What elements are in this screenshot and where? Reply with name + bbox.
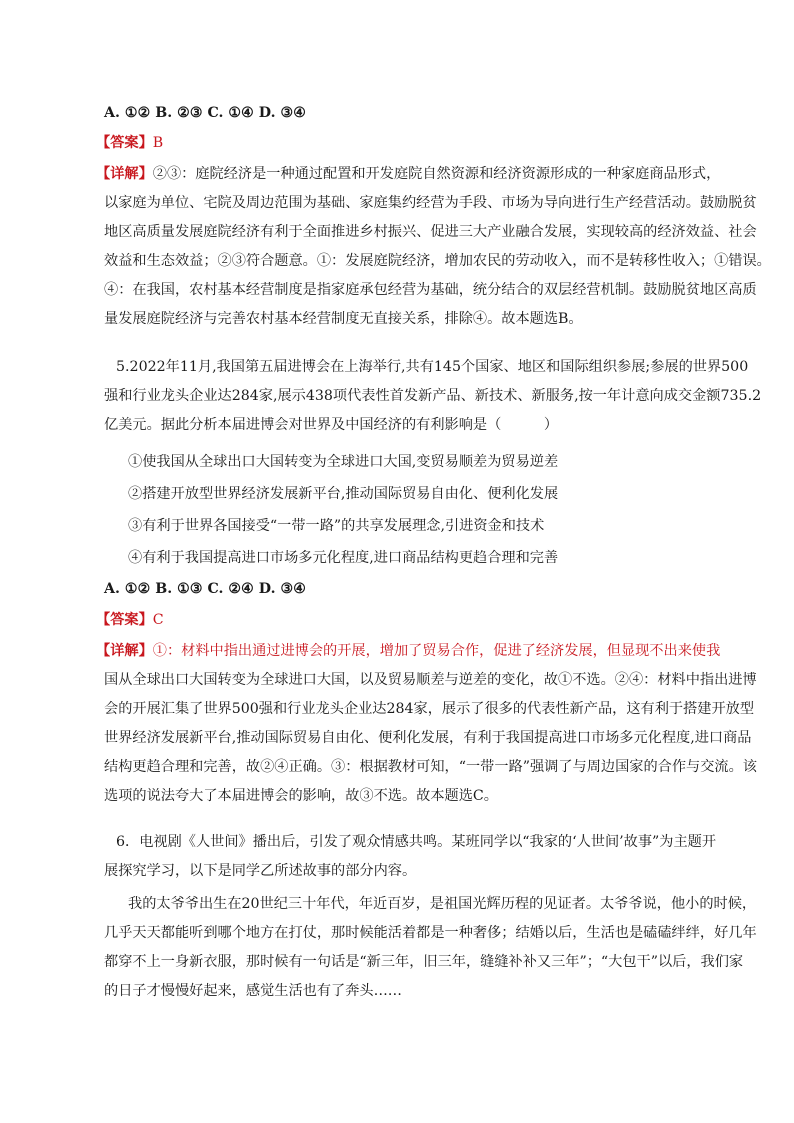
detail-line: 量发展庭院经济与完善农村基本经营制度无直接关系，排除④。故本题选B。	[104, 311, 583, 327]
q5-answer	[96, 606, 736, 635]
detail-line: 选项的说法夸大了本届进博会的影响，故③不选。故本题选C。	[104, 788, 498, 804]
story-line: 我的太爷爷出生在20世纪三十年代，年近百岁，是祖国光辉历程的见证者。太爷爷说，他小的时候，	[128, 896, 757, 912]
detail-line: 世界经济发展新平台,推动国际贸易自由化、便利化发展，有利于我国提高进口市场多元化程度,进口商品	[104, 730, 752, 746]
detail-line: 会的开展汇集了世界500强和行业龙头企业达284家，展示了很多的代表性新产品，这有利于搭建开放型	[104, 701, 755, 717]
detail-tag: 【详解】	[96, 643, 153, 659]
stem-line: 5.2022年11月,我国第五届进博会在上海举行,共有145个国家、地区和国际组织参展;参展的世界500	[116, 359, 749, 375]
detail-line: 结构更趋合理和完善，故②④正确。③：根据教材可知，“一带一路”强调了与周边国家的合作与交流。该	[104, 759, 757, 775]
q5-item: ③有利于世界各国接受“一带一路”的共享发展理念,引进资金和技术	[128, 518, 545, 534]
story-line: 都穿不上一身新衣服，那时候有一句话是“新三年，旧三年，缝缝补补又三年”；“大包干”以后，我们家	[104, 954, 744, 970]
detail-line: 以家庭为单位、宅院及周边范围为基础、家庭集约经营为手段、市场为导向进行生产经营活动。鼓励脱贫	[104, 195, 757, 211]
q4-options	[104, 99, 744, 128]
q6-story	[104, 890, 757, 1006]
stem-line: 强和行业龙头企业达284家,展示438项代表性首发新产品、新技术、新服务,按一年计意向成交金额735.2	[104, 388, 762, 404]
answer-value: C	[152, 612, 164, 628]
stem-line: 6．电视剧《人世间》播出后，引发了观众情感共鸣。某班同学以“我家的‘人世间’故事”为主题开	[116, 834, 717, 850]
q5-options	[104, 575, 744, 604]
detail-line: ②③：庭院经济是一种通过配置和开发庭院自然资源和经济资源形成的一种家庭商品形式，	[152, 166, 721, 182]
detail-line: ④：在我国，农村基本经营制度是指家庭承包经营为基础，统分结合的双层经营机制。鼓励脱贫地区高质	[104, 282, 757, 298]
answer-tag: 【答案】	[96, 135, 153, 151]
answer-value: B	[152, 135, 164, 151]
detail-line: 效益和生态效益；②③符合题意。①：发展庭院经济，增加农民的劳动收入，而不是转移性收入；①错误。	[104, 253, 771, 269]
q5-item: ②搭建开放型世界经济发展新平台,推动国际贸易自由化、便利化发展	[128, 486, 559, 502]
detail-line: ①：材料中指出通过进博会的开展，增加了贸易合作，促进了经济发展，但显现不出来使我	[152, 643, 721, 659]
q4-answer	[96, 129, 736, 158]
story-line: 几乎天天都能听到哪个地方在打仗，那时候能活着都是一种奢侈；结婚以后，生活也是磕磕绊绊，好几年	[104, 925, 757, 941]
q5-items	[128, 446, 768, 574]
detail-tag: 【详解】	[96, 166, 153, 182]
q5-stem	[104, 353, 762, 440]
q4-options-text: A. ①② B. ②③ C. ①④ D. ③④	[104, 105, 306, 121]
detail-line: 地区高质量发展庭院经济有利于全面推进乡村振兴、促进三大产业融合发展，实现较高的经济效益、社会	[104, 224, 757, 240]
q5-item: ①使我国从全球出口大国转变为全球进口大国,变贸易顺差为贸易逆差	[128, 454, 559, 470]
q5-options-text: A. ①② B. ①③ C. ②④ D. ③④	[104, 581, 306, 597]
detail-line: 国从全球出口大国转变为全球进口大国，以及贸易顺差与逆差的变化，故①不选。②④：材料中指出进博	[104, 672, 757, 688]
q6-stem	[104, 828, 744, 886]
story-line: 的日子才慢慢好起来，感觉生活也有了奔头……	[104, 983, 402, 999]
q4-detail	[96, 160, 771, 334]
answer-tag: 【答案】	[96, 612, 153, 628]
stem-line: 亿美元。据此分析本届进博会对世界及中国经济的有利影响是（ ）	[104, 417, 559, 433]
stem-line: 展探究学习，以下是同学乙所述故事的部分内容。	[104, 863, 417, 879]
q5-detail	[96, 637, 757, 811]
q5-item: ④有利于我国提高进口市场多元化程度,进口商品结构更趋合理和完善	[128, 550, 559, 566]
